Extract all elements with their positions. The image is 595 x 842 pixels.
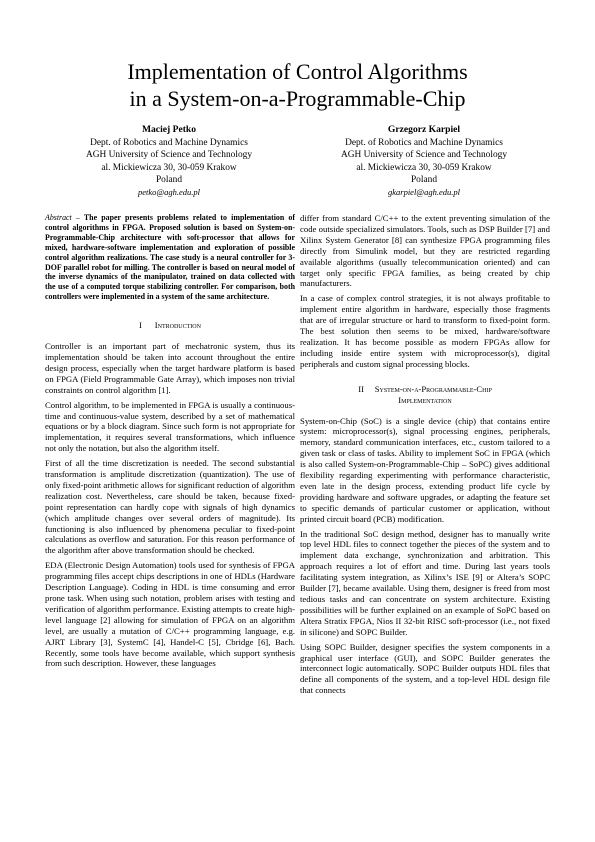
author-address: al. Mickiewicza 30, 30-059 Krakow: [356, 162, 492, 173]
section-numeral: I: [139, 320, 142, 331]
title-line-1: Implementation of Control Algorithms: [127, 59, 468, 84]
paragraph: differ from standard C/C++ to the extent preventing simulation of the code outside specialized simulators. Tools, such as DSP Builder [7] and Xilinx System Generator [8] can synthesize FPGA programming files directly from Simulink model, but they are restricted regarding available algorithms (usually telecommunication oriented) and can target only specific FPGA families, as being created by chip manufacturers.: [300, 213, 550, 289]
title-line-2: in a System-on-a-Programmable-Chip: [129, 86, 466, 111]
author-name: Grzegorz Karpiel: [387, 124, 461, 135]
section-title-line-2: Implementation: [398, 394, 452, 405]
author-country: Poland: [410, 174, 438, 185]
left-column: [45, 213, 295, 673]
author-email[interactable]: petko@agh.edu.pl: [137, 187, 201, 198]
section-heading-introduction: [45, 320, 295, 331]
paragraph: In the traditional SoC design method, designer has to manually write top level HDL files to connect together the pieces of the system and to implement data exchange, synchronization and arbitration. This approach requires a lot of effort and time. During last years tools facilitating system integration, as Xilinx’s ISE [9] or Altera’s SOPC Builder [7], became available. Using them, designer is freed from most tedious tasks and can concentrate on system architecture. Existing possibilities will be further explained on an example of SoPC based on Altera Stratix FPGA, Nios II 32-bit RISC soft-processor (i.e., not fixed in silicone) and SOPC Builder.: [300, 528, 550, 637]
abstract: [45, 213, 295, 302]
paper-title: [0, 58, 595, 112]
author-dept: Dept. of Robotics and Machine Dynamics: [90, 138, 248, 149]
author-name: Maciej Petko: [141, 124, 197, 135]
right-column: [300, 213, 550, 700]
author-country: Poland: [155, 174, 183, 185]
section-title-line-1: System-on-a-Programmable-Chip: [374, 383, 492, 394]
author-address: al. Mickiewicza 30, 30-059 Krakow: [101, 162, 237, 173]
paragraph: Controller is an important part of mechatronic system, thus its implementation should be taken into account throughout the entire design process, especially when the target hardware platform is based on FPGA (Field Programmable Gate Array), which imposes non trivial constraints on control algorithm [1].: [45, 341, 295, 395]
author-email[interactable]: gkarpiel@agh.edu.pl: [387, 187, 461, 198]
author-block-2: [299, 124, 549, 198]
paragraph: Using SOPC Builder, designer specifies the system components in a graphical user interface (GUI), and SOPC Builder generates the interconnect logic automatically. SOPC Builder outputs HDL files that define all components of the system, and a top-level HDL design file that connects: [300, 641, 550, 696]
section-numeral: II: [358, 383, 364, 394]
section-heading-sopc: [300, 384, 550, 406]
paragraph: EDA (Electronic Design Automation) tools used for synthesis of FPGA programming files accept chips descriptions in one of HDLs (Hardware Description Language). Coding in HDL is time consuming and error prone task. When using such notation, problem arises with testing and verification of algorithm performance. Existing attempts to create high-level language [2] allowing for simulation of FPGA on an algorithm level, are usually a mutation of C/C++ programming language, e.g. AJRT Library [3], SystemC [4], Handel-C [5], Cbridge [6], Bach. Recently, some tools have become available, which support synthesis from such description. However, these languages: [45, 560, 295, 669]
section-title: Introduction: [154, 320, 201, 331]
abstract-text: The paper presents problems related to implementation of control algorithms in FPGA. Proposed solution is based on System-on-Programmable-Chip architecture with soft-processor that allows for mixed, hardware-software implementation and exploration of possible control algorithm realizations. The case study is a neural controller for 3-DOF parallel robot for milling. The controller is based on neural model of the inverse dynamics of the manipulator, trained on data collected with the use of a computed torque stabilizing controller. For comparison, both controllers were implemented in a system of the same architecture.: [45, 213, 295, 302]
paragraph: In a case of complex control strategies, it is not always profitable to implement entire algorithm in hardware, especially those fragments that are of irregular structure or hard to transform to fixed-point form. The best solution then seems to be mixed, hardware/software realization. It has become possible as modern FPGAs allow for including inside entire system with microprocessor(s), digital peripherals and custom signal processing blocks.: [300, 293, 550, 369]
author-university: AGH University of Science and Technology: [85, 150, 253, 161]
abstract-lead: Abstract –: [45, 213, 80, 222]
author-university: AGH University of Science and Technology: [340, 150, 508, 161]
paragraph: System-on-Chip (SoC) is a single device (chip) that contains entire system: microprocessor(s), signal processing engines, peripherals, memory, standard communication interfaces, etc., custom tailored to a given task or class of tasks. Ability to implement SoC in FPGA (which is also called System-on-Programmable-Chip – SoPC) gives additional flexibility regarding experimenting with performance characteristic, even late in the design process, extending product life cycle by providing hardware and software upgrades, or adapting the feature set to specific demands of particular customer or application, without printed circuit board (PCB) modification.: [300, 415, 550, 524]
author-dept: Dept. of Robotics and Machine Dynamics: [345, 138, 503, 149]
paragraph: Control algorithm, to be implemented in FPGA is usually a continuous-time and continuous-value system, described by a set of mathematical equations or by a block diagram. Since such form is not appropriate for implementation, it requires several transformations, which influence not only the notation, but also the algorithm itself.: [45, 399, 295, 454]
author-block-1: [44, 124, 294, 198]
paragraph: First of all the time discretization is needed. The second substantial transformation is amplitude discretization (quantization). The use of only fixed-point arithmetic allows for significant reduction of algorithm realization cost. Nevertheless, care should be taken, because fixed-point representation can hardly cope with signals of high dynamics (which amplitude changes over several orders of magnitude). Its functioning is also influenced by phenomena peculiar to fixed-point calculations as overflow and saturation. For this reason performance of the algorithm after above transformation should be checked.: [45, 458, 295, 556]
